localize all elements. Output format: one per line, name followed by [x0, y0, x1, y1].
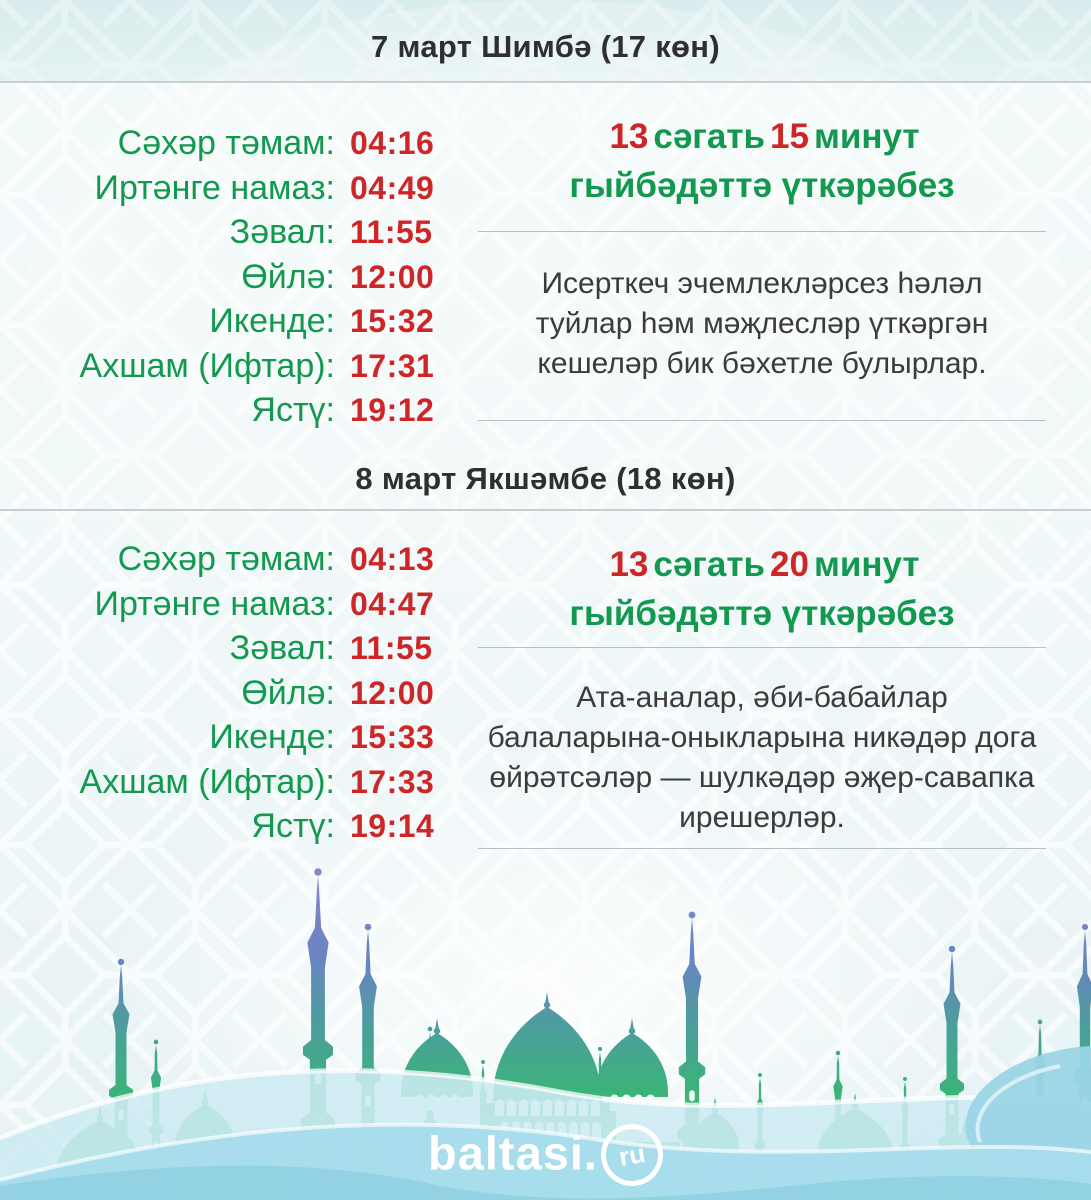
prayer-time-row — [28, 169, 478, 214]
logo-ru-circle — [596, 1119, 668, 1191]
prayer-label: Ахшам (Ифтар): — [79, 762, 335, 801]
prayer-label: Өйлә: — [241, 257, 335, 296]
divider-right-column — [478, 647, 1046, 648]
logo-ru: ru — [616, 1137, 648, 1172]
prayer-time-row — [28, 807, 478, 852]
prayer-value: 19:14 — [350, 808, 435, 844]
prayer-label: Өйлә: — [241, 673, 335, 712]
prayer-label: Зәвал: — [229, 629, 335, 667]
prayer-label: Ястү: — [251, 807, 335, 845]
prayer-time-row — [28, 718, 478, 763]
prayer-label: Икенде: — [209, 302, 335, 340]
prayer-value: 12:00 — [350, 258, 435, 295]
duration-line1 — [478, 112, 1046, 161]
prayer-value: 04:13 — [350, 541, 435, 577]
prayer-value: 04:47 — [350, 585, 435, 622]
divider-right-column — [478, 420, 1046, 421]
prayer-time-row — [28, 124, 478, 169]
note-line: Исерткеч эчемлекләрсез һәләл — [541, 267, 983, 300]
prayer-time-row — [28, 629, 478, 674]
divider-under-title1 — [0, 81, 1091, 83]
prayer-time-row — [28, 763, 478, 808]
section2-note — [478, 678, 1046, 838]
divider-right-column — [478, 848, 1046, 849]
prayer-label: Иртәнге намаз: — [94, 584, 335, 623]
divider-right-column — [478, 231, 1046, 232]
section2-times — [28, 540, 478, 852]
prayer-label: Зәвал: — [229, 213, 335, 251]
prayer-value: 19:12 — [350, 392, 435, 428]
prayer-label: Иртәнге намаз: — [94, 168, 335, 207]
prayer-time-row — [28, 391, 478, 436]
note-line: балаларына-оныкларына никәдәр дога — [487, 721, 1037, 754]
section2-title: 8 март Якшәмбе (18 көн) — [355, 461, 736, 496]
duration-minutes: 15 — [770, 117, 809, 156]
duration-line1 — [478, 540, 1046, 589]
prayer-value: 11:55 — [350, 630, 433, 666]
prayer-time-row — [28, 585, 478, 630]
note-line: кешеләр бик бәхетле булырлар. — [537, 347, 987, 380]
divider-under-title2 — [0, 509, 1091, 511]
prayer-value: 17:31 — [350, 347, 435, 384]
prayer-time-row — [28, 540, 478, 585]
section1-title: 7 март Шимбә (17 көн) — [371, 29, 720, 64]
duration-hours-word: сәгать — [653, 545, 766, 584]
note-line: ирешерләр. — [679, 801, 845, 834]
prayer-value: 17:33 — [350, 763, 435, 800]
prayer-label: Икенде: — [209, 718, 335, 756]
prayer-value: 15:32 — [350, 303, 435, 339]
prayer-label: Сәхәр тәмам: — [117, 540, 335, 578]
duration-minutes-word: минут — [813, 545, 920, 584]
note-line: өйрәтсәләр — шулкәдәр әҗер-савапка — [489, 761, 1035, 794]
prayer-label: Сәхәр тәмам: — [117, 124, 335, 162]
duration-line2: гыйбәдәттә үткәрәбез — [569, 594, 955, 633]
section1-note — [478, 264, 1046, 384]
note-line: Ата-аналар, әби-бабайлар — [576, 681, 948, 714]
baltasi-logo — [0, 1124, 1091, 1186]
duration-hours: 13 — [609, 117, 649, 156]
prayer-value: 15:33 — [350, 719, 435, 755]
prayer-value: 04:49 — [350, 169, 435, 206]
duration-hours-word: сәгать — [653, 117, 766, 156]
section2-duration — [478, 540, 1046, 638]
note-line: туйлар һәм мәҗлесләр үткәргән — [535, 307, 989, 340]
duration-line2: гыйбәдәттә үткәрәбез — [569, 166, 955, 205]
duration-minutes-word: минут — [813, 117, 920, 156]
prayer-value: 11:55 — [350, 214, 433, 250]
prayer-label: Ястү: — [251, 391, 335, 429]
prayer-time-row — [28, 213, 478, 258]
duration-minutes: 20 — [770, 545, 809, 584]
logo-text: baltasi. — [428, 1126, 598, 1180]
prayer-value: 04:16 — [350, 125, 435, 161]
prayer-time-row — [28, 302, 478, 347]
section1-times — [28, 124, 478, 436]
prayer-time-row — [28, 258, 478, 303]
prayer-time-row — [28, 674, 478, 719]
prayer-time-row — [28, 347, 478, 392]
section1-duration — [478, 112, 1046, 210]
duration-hours: 13 — [609, 545, 649, 584]
prayer-label: Ахшам (Ифтар): — [79, 346, 335, 385]
prayer-value: 12:00 — [350, 674, 435, 711]
